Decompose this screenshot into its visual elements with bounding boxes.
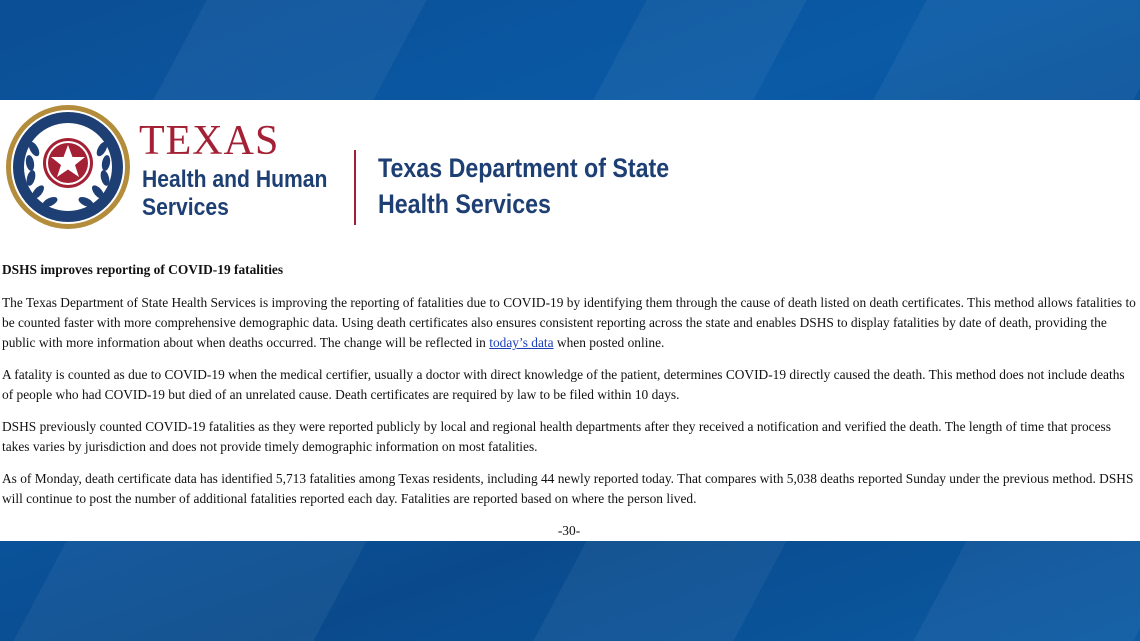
dshs-wordmark (378, 150, 669, 222)
logo-divider (354, 150, 356, 225)
paragraph-3: DSHS previously counted COVID-19 fatalities as they were reported publicly by local and regional health departments after they received a notification and verified the death. The length of time that process takes varies by jurisdiction and does not provide timely demographic information on most fatalities. (2, 419, 1111, 454)
bottom-blue-band (0, 541, 1140, 641)
paragraph-1-tail: when posted online. (553, 335, 665, 350)
texas-seal-logo (4, 103, 132, 231)
hhs-line-health-human: Health and Human (142, 166, 328, 193)
end-mark: -30- (557, 523, 581, 538)
hhs-wordmark (142, 166, 327, 222)
dshs-line-2: Health Services (378, 189, 551, 219)
dshs-line-1: Texas Department of State (378, 153, 670, 183)
paragraph-1-text: The Texas Department of State Health Services is improving the reporting of fatalities due to COVID-19 by identifying them through the cause of death listed on death certificates. This method allows fatalities to be counted faster with more comprehensive demographic data. Using death certificates also ensures consistent reporting across the state and enables DSHS to display fatalities by date of death, providing the public with more information about when deaths occurred. The change will be reflected in (2, 295, 1136, 350)
background-facet (533, 541, 786, 641)
letterhead (0, 100, 1140, 230)
paragraph-4: As of Monday, death certificate data has identified 5,713 fatalities among Texas residents, including 44 newly reported today. That compares with 5,038 deaths reported Sunday under the previous method. DSHS will continue to post the number of additional fatalities reported each day. Fatalities are reported based on where the person lived. (2, 471, 1134, 506)
paragraph-1 (2, 293, 1136, 353)
background-facet (913, 541, 1140, 641)
todays-data-link[interactable]: today’s data (489, 335, 554, 350)
paragraph-2: A fatality is counted as due to COVID-19 when the medical certifier, usually a doctor with direct knowledge of the patient, determines COVID-19 directly caused the death. This method does not include deaths of people who had COVID-19 but died of an unrelated cause. Death certificates are required by law to be filed within 10 days. (2, 367, 1125, 402)
background-facet (593, 0, 806, 100)
background-facet (153, 0, 426, 100)
press-release-panel (0, 100, 1140, 541)
texas-wordmark: TEXAS (139, 118, 280, 164)
background-facet (873, 0, 1140, 100)
hhs-line-services: Services (142, 194, 229, 221)
release-body (2, 260, 1136, 541)
release-title: DSHS improves reporting of COVID-19 fatalities (2, 262, 284, 277)
background-facet (13, 541, 366, 641)
top-blue-band (0, 0, 1140, 100)
